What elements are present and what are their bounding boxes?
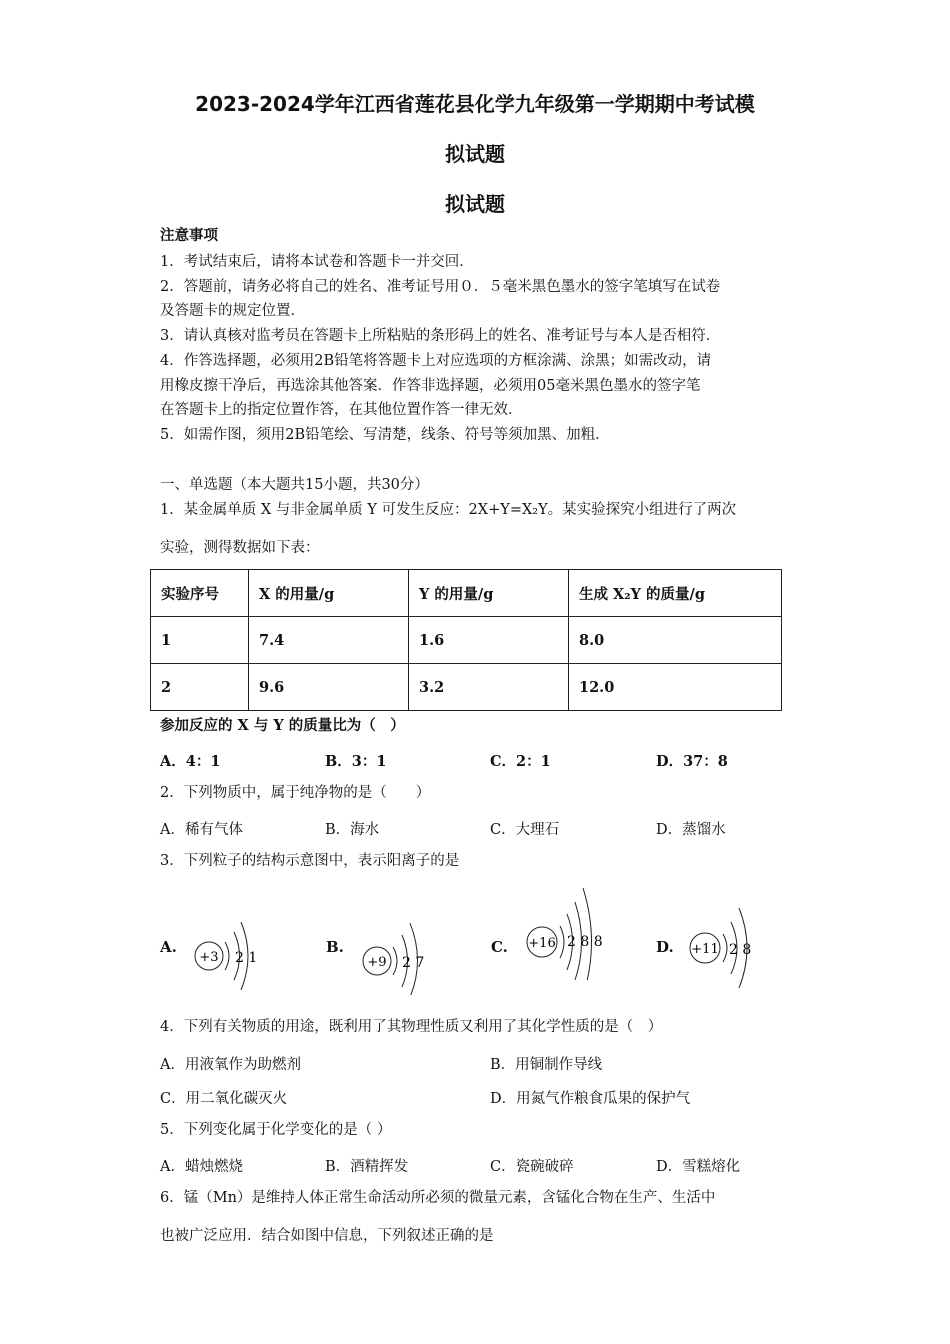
notes-heading: 注意事项 [160, 227, 218, 244]
q6-text: 6．锰（Mn）是维持人体正常生命活动所必须的微量元素，含锰化合物在生产、生活中 [160, 1190, 716, 1206]
option-d: D．蒸馏水 [656, 822, 726, 838]
option-a: A．稀有气体 [160, 822, 243, 838]
shell-electrons: 2 7 [402, 955, 425, 971]
atom-diagram-b [355, 905, 455, 995]
option-a: A．用液氧作为助燃剂 [160, 1057, 301, 1073]
option-c: C．大理石 [490, 822, 560, 838]
table-header: X 的用量/g [249, 570, 409, 617]
option-c: C．用二氧化碳灭火 [160, 1091, 288, 1107]
atom-diagram-a [185, 900, 285, 990]
atom-diagram-d [685, 900, 785, 990]
q3-stem: 3．下列粒子的结构示意图中，表示阳离子的是 [160, 853, 460, 869]
shell-electrons: 2 8 8 [567, 934, 603, 950]
nucleus-charge: +16 [528, 936, 556, 951]
table-cell: 3.2 [409, 664, 569, 711]
option-d-label: D. [656, 938, 674, 956]
nucleus-charge: +11 [691, 942, 719, 957]
table-cell: 12.0 [569, 664, 782, 711]
table-cell: 7.4 [249, 617, 409, 664]
data-table [150, 569, 782, 711]
note-line: 1．考试结束后，请将本试卷和答题卡一并交回． [160, 254, 474, 270]
nucleus-charge: +3 [199, 950, 219, 965]
note-line: 3．请认真核对监考员在答题卡上所粘贴的条形码上的姓名、准考证号与本人是否相符． [160, 328, 721, 344]
shell-electrons: 2 8 [729, 942, 752, 958]
table-row [151, 617, 782, 664]
table-cell: 2 [151, 664, 249, 711]
q1-text: 1．某金属单质 X 与非金属单质 Y 可发生反应：2X+Y=X₂Y。某实验探究小组进行了两次 [160, 502, 737, 518]
option-c: C．2：1 [490, 753, 551, 770]
option-c: C．瓷碗破碎 [490, 1159, 574, 1175]
option-b: B．海水 [325, 822, 380, 838]
section-heading: 一、单选题（本大题共15小题，共30分） [160, 477, 429, 493]
q6-text: 也被广泛应用．结合如图中信息，下列叙述正确的是 [160, 1228, 494, 1244]
title-line-3: 拟试题 [445, 192, 505, 216]
q1-stem: 参加反应的 X 与 Y 的质量比为（ ） [160, 717, 405, 734]
option-b: B．用铜制作导线 [490, 1057, 603, 1073]
table-header: 生成 X₂Y 的质量/g [569, 570, 782, 617]
table-header-row [151, 570, 782, 617]
q1-text: 实验，测得数据如下表： [160, 540, 320, 556]
title-line-1: 2023-2024学年江西省莲花县化学九年级第一学期期中考试模 [195, 92, 755, 116]
option-c-label: C. [491, 938, 508, 956]
option-b-label: B. [326, 938, 344, 956]
option-d: D．用氮气作粮食瓜果的保护气 [490, 1091, 691, 1107]
atom-diagram-c [520, 880, 620, 980]
option-d: D．雪糕熔化 [656, 1159, 741, 1175]
table-cell: 8.0 [569, 617, 782, 664]
note-line: 4．作答选择题，必须用2B铅笔将答题卡上对应选项的方框涂满、涂黑；如需改动，请 [160, 353, 712, 369]
note-line: 用橡皮擦干净后，再选涂其他答案．作答非选择题，必须用05毫米黑色墨水的签字笔 [160, 378, 701, 394]
title-line-2: 拟试题 [445, 142, 505, 166]
table-cell: 1.6 [409, 617, 569, 664]
table-header: 实验序号 [151, 570, 249, 617]
table-row [151, 664, 782, 711]
option-a-label: A. [160, 938, 177, 956]
table-cell: 9.6 [249, 664, 409, 711]
table-header: Y 的用量/g [409, 570, 569, 617]
option-a: A．4：1 [160, 753, 221, 770]
option-a: A．蜡烛燃烧 [160, 1159, 243, 1175]
note-line: 在答题卡上的指定位置作答，在其他位置作答一律无效． [160, 402, 523, 418]
table-cell: 1 [151, 617, 249, 664]
note-line: 2．答题前，请务必将自己的姓名、准考证号用０．５毫米黑色墨水的签字笔填写在试卷 [160, 279, 721, 295]
note-line: 5．如需作图，须用2B铅笔绘、写清楚，线条、符号等须加黑、加粗． [160, 427, 610, 443]
q5-stem: 5．下列变化属于化学变化的是（ ） [160, 1122, 392, 1138]
shell-electrons: 2 1 [235, 950, 258, 966]
option-d: D．37：8 [656, 753, 728, 770]
q4-stem: 4．下列有关物质的用途，既利用了其物理性质又利用了其化学性质的是（ ） [160, 1019, 663, 1035]
option-b: B．3：1 [325, 753, 387, 770]
note-line: 及答题卡的规定位置． [160, 303, 305, 319]
option-b: B．酒精挥发 [325, 1159, 409, 1175]
q2-stem: 2．下列物质中，属于纯净物的是（ ） [160, 785, 431, 801]
nucleus-charge: +9 [367, 955, 387, 970]
